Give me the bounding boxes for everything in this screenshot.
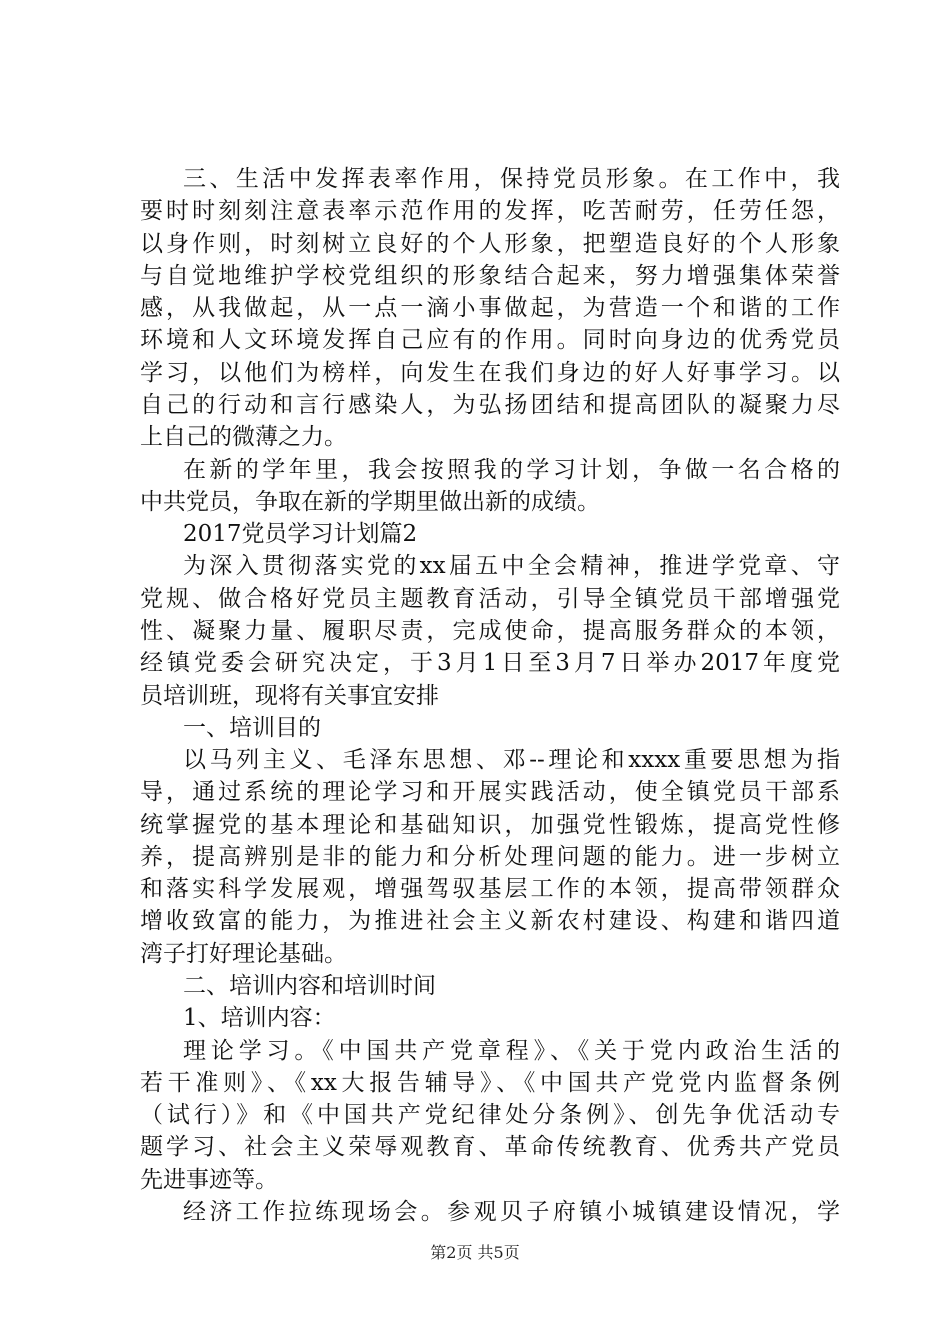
text-line: 以马列主义、毛泽东思想、邓--理论和xxxx重要思想为指 [183,747,840,773]
text-line: 三、生活中发挥表率作用，保持党员形象。在工作中，我 [183,166,840,192]
text-line: 感，从我做起，从一点一滴小事做起，为营造一个和谐的工作 [140,295,840,321]
text-line: 理论学习。《中国共产党章程》、《关于党内政治生活的 [183,1038,840,1064]
text-line: 性、凝聚力量、履职尽责，完成使命，提高服务群众的本领， [140,618,840,644]
section-heading: 1、培训内容： [183,1005,336,1031]
text-line: 党规、做合格好党员主题教育活动，引导全镇党员干部增强党 [140,586,840,612]
text-line: 湾子打好理论基础。 [140,941,347,967]
text-line: 中共党员，争取在新的学期里做出新的成绩。 [140,489,600,515]
text-line: 为深入贯彻落实党的xx届五中全会精神，推进学党章、守 [183,553,840,579]
text-line: 以身作则，时刻树立良好的个人形象，把塑造良好的个人形象 [140,231,840,257]
text-line: 上自己的微薄之力。 [140,424,347,450]
text-line: 经济工作拉练现场会。参观贝子府镇小城镇建设情况，学 [183,1199,840,1225]
text-line: 导，通过系统的理论学习和开展实践活动，使全镇党员干部系 [140,779,840,805]
text-line: 增收致富的能力，为推进社会主义新农村建设、构建和谐四道 [140,908,840,934]
text-line: 学习，以他们为榜样，向发生在我们身边的好人好事学习。以 [140,360,840,386]
text-line: 先进事迹等。 [140,1167,278,1193]
text-line: 统掌握党的基本理论和基础知识，加强党性锻炼，提高党性修 [140,812,840,838]
text-line: 要时时刻刻注意表率示范作用的发挥，吃苦耐劳，任劳任怨， [140,198,840,224]
text-line: 题学习、社会主义荣辱观教育、革命传统教育、优秀共产党员 [140,1134,840,1160]
text-line: 若干准则》、《xx大报告辅导》、《中国共产党党内监督条例 [140,1070,840,1096]
text-line: 环境和人文环境发挥自己应有的作用。同时向身边的优秀党员 [140,327,840,353]
section-heading: 2017党员学习计划篇2 [183,521,418,547]
section-heading: 一、培训目的 [183,715,321,741]
text-line: 与自觉地维护学校党组织的形象结合起来，努力增强集体荣誉 [140,263,840,289]
page-footer: 第2页 共5页 [430,1243,520,1262]
text-line: （试行）》和《中国共产党纪律处分条例》、创先争优活动专 [140,1102,840,1128]
text-line: 在新的学年里，我会按照我的学习计划，争做一名合格的 [183,457,840,483]
text-line: 和落实科学发展观，增强驾驭基层工作的本领，提高带领群众 [140,876,840,902]
text-line: 自己的行动和言行感染人，为弘扬团结和提高团队的凝聚力尽 [140,392,840,418]
section-heading: 二、培训内容和培训时间 [183,973,436,999]
text-line: 养，提高辨别是非的能力和分析处理问题的能力。进一步树立 [140,844,840,870]
text-line: 员培训班，现将有关事宜安排 [140,683,439,709]
text-line: 经镇党委会研究决定，于3月1日至3月7日举办2017年度党 [140,650,840,676]
